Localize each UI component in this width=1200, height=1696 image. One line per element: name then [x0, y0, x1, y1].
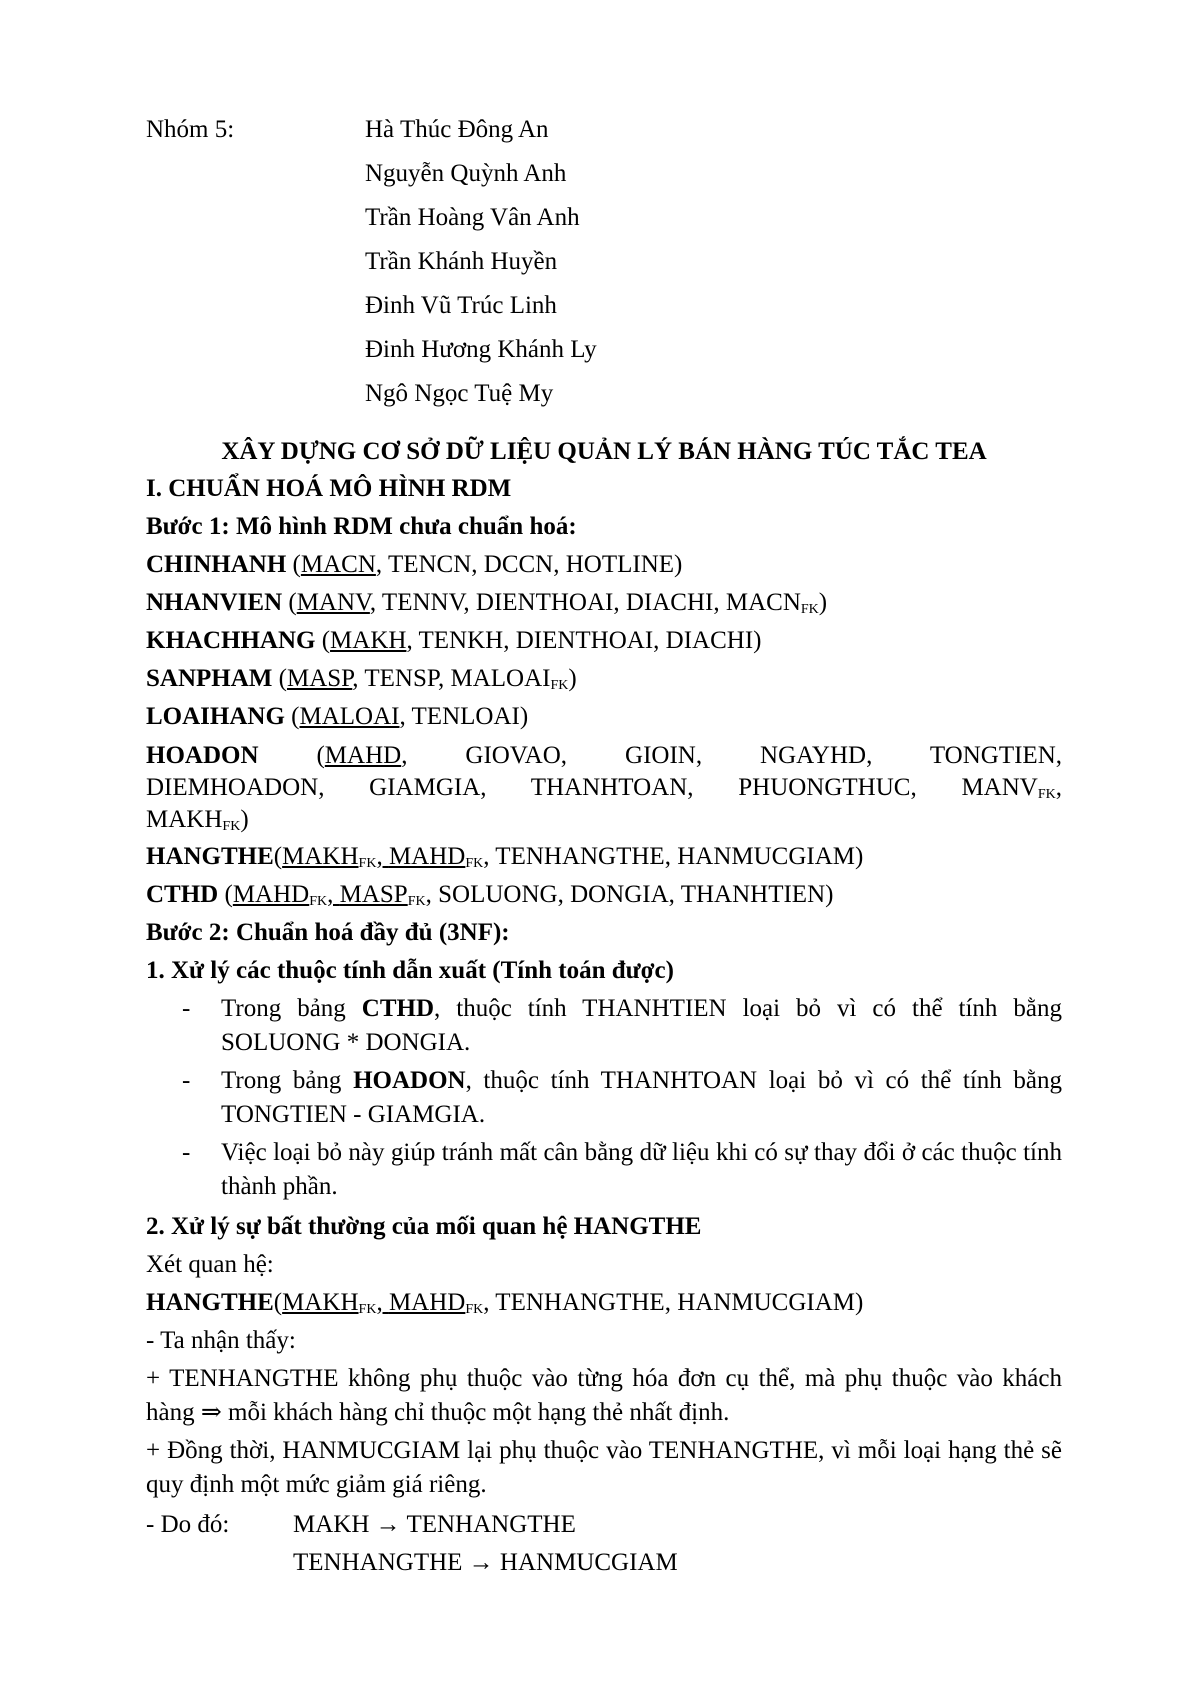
- composite-key: $MAKH_{FK}$, $MAHD_{FK}$: [282, 1289, 484, 1317]
- primary-key: MANV: [296, 589, 370, 616]
- fk-marker: FK: [358, 856, 377, 871]
- fk-marker: FK: [222, 819, 241, 834]
- relation-chinhanh: CHINHANH (MACN, TENCN, DCCN, HOTLINE): [146, 551, 683, 578]
- subsection-heading: 1. Xử lý các thuộc tính dẫn xuất (Tính toán được): [146, 957, 674, 984]
- bullet-dash: -: [182, 995, 191, 1022]
- relation-loaihang: LOAIHANG (MALOAI, TENLOAI): [146, 703, 529, 730]
- relation-hangthe: $HANGTHE(MAKH_{FK}$, $MAHD_{FK}$, TENHANGTHE, HANMUCGIAM): [146, 843, 864, 871]
- relation-name: NHANVIEN: [146, 589, 283, 616]
- relation-sanpham: SANPHAM (MASP, TENSP, $MALOAI_{FK}$): [146, 665, 577, 693]
- step-heading: Bước 1: Mô hình RDM chưa chuẩn hoá:: [146, 513, 577, 540]
- relation-name: CTHD: [146, 881, 219, 908]
- dependency: TENHANGTHE → HANMUCGIAM: [293, 1549, 678, 1576]
- relation-name: HANGTHE: [146, 843, 274, 870]
- primary-key: MALOAI: [299, 703, 400, 730]
- fk-marker: FK: [465, 1302, 484, 1317]
- bullet-item: [146, 992, 1062, 1060]
- relation-name: HANGTHE: [146, 1289, 274, 1316]
- document-page: [146, 112, 1062, 1582]
- key-part: MAHD: [388, 843, 466, 870]
- primary-key: MAKH: [330, 627, 407, 654]
- primary-key: MACN: [300, 551, 376, 578]
- attributes: , GIOVAO, GIOIN, NGAYHD, TONGTIEN,: [401, 742, 1062, 769]
- primary-key: MASP: [286, 665, 353, 692]
- fk-marker: FK: [550, 678, 569, 693]
- member-name: Hà Thúc Đông An: [365, 116, 549, 143]
- step-heading: Bước 2: Chuẩn hoá đầy đủ (3NF):: [146, 919, 510, 946]
- group-members-block: [146, 112, 1062, 420]
- bullet-item: [146, 1136, 1062, 1204]
- key-part: MAHD: [232, 881, 310, 908]
- relation-name: HOADON: [146, 742, 259, 769]
- comma: ,: [1055, 774, 1062, 801]
- paragraph: Xét quan hệ:: [146, 1251, 274, 1278]
- bullet-text: Trong bảng: [221, 995, 362, 1022]
- member-name: Trần Hoàng Vân Anh: [365, 204, 580, 231]
- member-name: Đinh Vũ Trúc Linh: [365, 292, 557, 319]
- relation-name: LOAIHANG: [146, 703, 285, 730]
- bullet-dash: -: [182, 1139, 191, 1166]
- key-part: MAKH: [282, 843, 359, 870]
- relation-line: HOADON (MAHD, GIOVAO, GIOIN, NGAYHD, TONGTIEN,: [146, 742, 1062, 769]
- relation-nhanvien: NHANVIEN (MANV, TENNV, DIENTHOAI, DIACHI, $MACN_{FK}$): [146, 589, 828, 617]
- bullet-text: Trong bảng: [221, 1067, 354, 1094]
- relation-name: CHINHANH: [146, 551, 287, 578]
- relation-name: SANPHAM: [146, 665, 273, 692]
- member-name: Đinh Hương Khánh Ly: [365, 336, 597, 363]
- composite-key: $MAKH_{FK}$, $MAHD_{FK}$: [282, 843, 484, 871]
- attributes: DIEMHOADON, GIAMGIA, THANHTOAN, PHUONGTHUC, MANV: [146, 774, 1038, 801]
- attributes: , TENHANGTHE, HANMUCGIAM): [483, 1289, 864, 1316]
- bullet-dash: -: [182, 1067, 191, 1094]
- key-part: MASP: [339, 881, 408, 908]
- bullet-text: , thuộc tính THANHTIEN loại bỏ vì có thể tính bằng SOLUONG * DONGIA.: [221, 995, 1062, 1056]
- bullet-item: [146, 1064, 1062, 1132]
- fk-marker: FK: [1037, 787, 1056, 802]
- dependency-line: [146, 1544, 1062, 1582]
- attributes: , TENLOAI): [399, 703, 529, 730]
- member-name: Nguyễn Quỳnh Anh: [365, 160, 567, 187]
- member-name: Trần Khánh Huyền: [365, 248, 558, 275]
- attributes: , SOLUONG, DONGIA, THANHTIEN): [425, 881, 834, 908]
- key-part: MAHD: [388, 1289, 466, 1316]
- primary-key: MAHD: [324, 742, 402, 769]
- member-name: Ngô Ngọc Tuệ My: [365, 380, 554, 407]
- relation-cthd: CTHD ($MAHD_{FK}$, $MASP_{FK}$, SOLUONG, DONGIA, THANHTIEN): [146, 881, 834, 909]
- relation-name: KHACHHANG: [146, 627, 316, 654]
- bullet-bold: HOADON: [353, 1067, 466, 1094]
- fk-marker: FK: [309, 894, 328, 909]
- paragraph: - Ta nhận thấy:: [146, 1327, 296, 1354]
- close-paren: ): [818, 589, 828, 616]
- bullet-bold: CTHD: [361, 995, 435, 1022]
- bullet-text: Việc loại bỏ này giúp tránh mất cân bằng dữ liệu khi có sự thay đổi ở các thuộc tính thành phần.: [221, 1139, 1062, 1200]
- dependency-label: - Do đó:: [146, 1511, 230, 1538]
- section-heading: I. CHUẨN HOÁ MÔ HÌNH RDM: [146, 475, 512, 502]
- document-title: XÂY DỰNG CƠ SỞ DỮ LIỆU QUẢN LÝ BÁN HÀNG TÚC TẮC TEA: [221, 438, 987, 465]
- close-paren: ): [568, 665, 577, 692]
- relation-line: [146, 772, 1062, 804]
- subsection-heading: 2. Xử lý sự bất thường của mối quan hệ HANGTHE: [146, 1213, 702, 1240]
- dependency-line: [146, 1506, 1062, 1544]
- attributes: , TENSP, MALOAI: [352, 665, 551, 692]
- fk-marker: FK: [407, 894, 426, 909]
- close-paren: ): [240, 806, 249, 833]
- fk-marker: FK: [358, 1302, 377, 1317]
- fk-marker: FK: [800, 602, 819, 617]
- relation-khachhang: KHACHHANG (MAKH, TENKH, DIENTHOAI, DIACHI): [146, 627, 762, 654]
- attributes: MAKH: [146, 806, 223, 833]
- fk-marker: FK: [465, 856, 484, 871]
- attributes: , TENHANGTHE, HANMUCGIAM): [483, 843, 864, 870]
- paragraph: + TENHANGTHE không phụ thuộc vào từng hóa đơn cụ thể, mà phụ thuộc vào khách hàng ⇒ mỗi khách hàng chỉ thuộc một hạng thẻ nhất định.: [146, 1365, 1062, 1426]
- relation-line: [146, 804, 1062, 836]
- composite-key: $MAHD_{FK}$, $MASP_{FK}$: [232, 881, 426, 909]
- relation-hangthe-repeat: $HANGTHE(MAKH_{FK}$, $MAHD_{FK}$, TENHANGTHE, HANMUCGIAM): [146, 1289, 864, 1317]
- key-part: MAKH: [282, 1289, 359, 1316]
- attributes: , TENCN, DCCN, HOTLINE): [375, 551, 683, 578]
- group-label: Nhóm 5:: [146, 116, 235, 143]
- attributes: , TENKH, DIENTHOAI, DIACHI): [406, 627, 762, 654]
- paragraph: + Đồng thời, HANMUCGIAM lại phụ thuộc vào TENHANGTHE, vì mỗi loại hạng thẻ sẽ quy định một mức giảm giá riêng.: [146, 1437, 1062, 1498]
- attributes: , TENNV, DIENTHOAI, DIACHI, MACN: [369, 589, 801, 616]
- relation-hoadon: [146, 740, 1062, 836]
- dependency: MAKH → TENHANGTHE: [293, 1511, 576, 1538]
- bullet-text: , thuộc tính THANHTOAN loại bỏ vì có thể tính bằng TONGTIEN - GIAMGIA.: [221, 1067, 1062, 1128]
